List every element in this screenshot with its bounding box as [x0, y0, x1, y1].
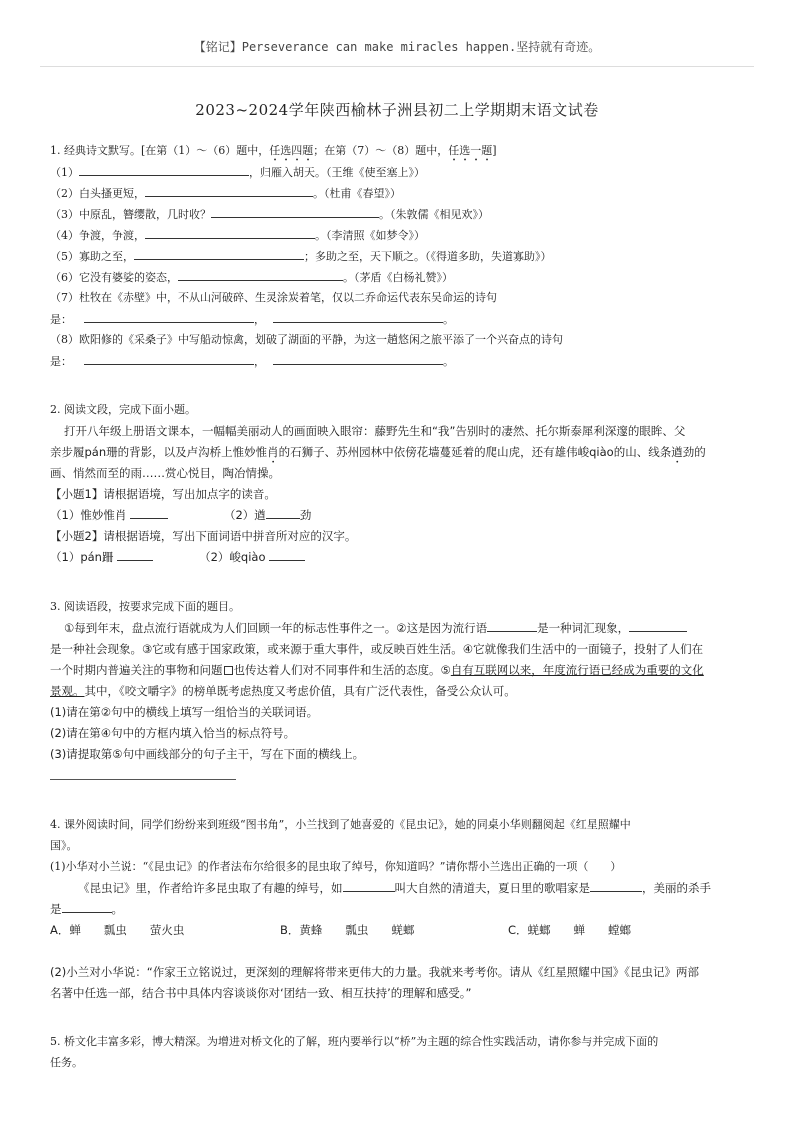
q5-stem-cont: 任务。 [50, 1056, 83, 1069]
answer-blank[interactable] [79, 162, 249, 176]
answer-blank[interactable] [273, 351, 443, 365]
q1-item-5: （5）寡助之至， ；多助之至，天下顺之。（《得道多助，失道寡助》） [50, 246, 552, 267]
q1-item-8-answer: 是： ， 。 [50, 351, 454, 372]
answer-blank[interactable] [84, 309, 254, 323]
q4-sub1: (1)小华对小兰说：“《昆虫记》的作者法布尔给很多的昆虫取了绰号，你知道吗？”请你帮小兰选出正确的一项（ ） [50, 860, 622, 873]
q4-option-a[interactable]: A．蝉 瓢虫 萤火虫 [50, 923, 185, 937]
q4-stem: 4. 课外阅读时间，同学们纷纷来到班级“图书角”，小兰找到了她喜爱的《昆虫记》，她的同桌小华则翻阅起《红星照耀中 [50, 818, 631, 831]
answer-blank[interactable] [117, 547, 153, 561]
answer-blank[interactable] [145, 225, 315, 239]
q1-item-7: （7）杜牧在《赤壁》中，不从山河破碎、生灵涂炭着笔，仅以二乔命运代表东吴命运的诗句 [50, 291, 497, 304]
q1-item-6: （6）它没有婆娑的姿态， 。（茅盾《白杨礼赞》） [50, 267, 453, 288]
q4-option-b[interactable]: B．黄蜂 瓢虫 蜣螂 [280, 923, 415, 937]
header-divider [40, 66, 754, 67]
page-motto: 【铭记】Perseverance can make miracles happen.坚持就有奇迹。 [193, 40, 601, 54]
answer-blank[interactable] [590, 878, 642, 892]
q3-passage-line: 一个时期内普遍关注的事物和问题 也传达着人们对不同事件和生活的态度。⑤自有互联网以来，年度流行语已经成为重要的文化 [50, 663, 704, 677]
q3-task-1: (1)请在第②句中的横线上填写一组恰当的关联词语。 [50, 705, 319, 719]
q1-item-4: （4）争渡，争渡， 。（李清照《如梦令》） [50, 225, 425, 246]
q5-stem: 5. 桥文化丰富多彩，博大精深。为增进对桥文化的了解，班内要举行以“桥”为主题的综合性实践活动，请你参与并完成下面的 [50, 1035, 659, 1048]
q3-task-3: (3)请提取第⑤句中画线部分的句子主干，写在下面的横线上。 [50, 747, 365, 761]
answer-blank[interactable] [178, 267, 343, 281]
q2-stem: 2. 阅读文段，完成下面小题。 [50, 403, 196, 416]
q1-stem: 1. 经典诗文默写。[在第（1）～（6）题中，任选四题；在第（7）～（8）题中，任选一题] [50, 144, 497, 157]
answer-blank[interactable] [629, 618, 687, 632]
answer-blank[interactable] [130, 505, 168, 519]
q3-answer-line[interactable] [50, 779, 236, 780]
answer-blank[interactable] [273, 309, 443, 323]
q4-option-c[interactable]: C．蜣螂 蝉 螳螂 [508, 923, 632, 937]
q3-task-2: (2)请在第④句中的方框内填入恰当的标点符号。 [50, 726, 296, 740]
q3-passage-line: 景观。其中，《咬文嚼字》的榜单既考虑热度又考虑价值，具有广泛代表性，备受公众认可。 [50, 684, 516, 698]
q3-passage-line: 是一种社会现象。③它或有感于国家政策，或来源于重大事件，或反映百姓生活。④它就像我们生活中的一面镜子，投射了人们在 [50, 642, 704, 656]
q1-item-7-answer: 是： ， 。 [50, 309, 454, 330]
q2-passage-line: 打开八年级上册语文课本，一幅幅美丽动人的画面映入眼帘：藤野先生和“我”告别时的凄然、托尔斯泰犀利深邃的眼眸、父 [64, 424, 686, 438]
q1-item-2: （2）白头搔更短， 。（杜甫《春望》） [50, 183, 401, 204]
punctuation-box[interactable] [224, 666, 233, 675]
answer-blank[interactable] [211, 204, 379, 218]
q2-passage-line: 亲步履pán珊的背影，以及卢沟桥上惟妙惟肖的石狮子、苏州园林中依傍花墙蔓延着的爬山虎，还有雄伟峻qiào的山、线条遒劲的 [50, 445, 706, 459]
answer-blank[interactable] [84, 351, 254, 365]
answer-blank[interactable] [134, 246, 304, 260]
q2-sub1-items: （1）惟妙惟肖 （2）遒 劲 [50, 505, 311, 525]
q2-sub1-title: 【小题1】请根据语境，写出加点字的读音。 [50, 487, 276, 501]
answer-blank[interactable] [269, 547, 305, 561]
answer-blank[interactable] [487, 618, 537, 632]
q3-passage-line: ①每到年末，盘点流行语就成为人们回顾一年的标志性事件之一。②这是因为流行语 是一种词汇现象， [64, 618, 687, 638]
q4-sub2-cont: 名著中任选一部，结合书中具体内容谈谈你对‘团结一致、相互扶持’的理解和感受。” [50, 986, 472, 1000]
q4-sub2: (2)小兰对小华说：“作家王立铭说过，更深刻的理解将带来更伟大的力量。我就来考考你。请从《红星照耀中国》《昆虫记》两部 [50, 965, 699, 979]
q2-sub2-items: （1）pán跚 （2）峻qiào [50, 547, 305, 567]
page-title: 2023~2024学年陕西榆林子洲县初二上学期期末语文试卷 [195, 101, 599, 119]
answer-blank[interactable] [343, 878, 395, 892]
answer-blank[interactable] [145, 183, 313, 197]
answer-blank[interactable] [62, 899, 112, 913]
q2-sub2-title: 【小题2】请根据语境，写出下面词语中拼音所对应的汉字。 [50, 529, 357, 543]
q4-sub1-passage: 是 。 [50, 899, 123, 919]
q3-stem: 3. 阅读语段，按要求完成下面的题目。 [50, 600, 240, 613]
q1-item-3: （3）中原乱，簪缨散，几时收？ 。（朱敦儒《相见欢》） [50, 204, 489, 225]
q4-stem-cont: 国》。 [50, 839, 78, 852]
q1-item-1: （1） ，归雁入胡天。（王维《使至塞上》） [50, 162, 425, 183]
q4-sub1-passage: 《昆虫记》里，作者给许多昆虫取了有趣的绰号，如 叫大自然的清道夫，夏日里的歌唱家是 ，美丽的杀手 [78, 878, 711, 898]
answer-blank[interactable] [266, 505, 300, 519]
q2-passage-line: 画、悄然而至的雨……赏心悦目，陶冶情操。 [50, 466, 280, 480]
q1-item-8: （8）欧阳修的《采桑子》中写船动惊禽，划破了湖面的平静，为这一趟悠闲之旅平添了一个兴奋点的诗句 [50, 333, 563, 346]
